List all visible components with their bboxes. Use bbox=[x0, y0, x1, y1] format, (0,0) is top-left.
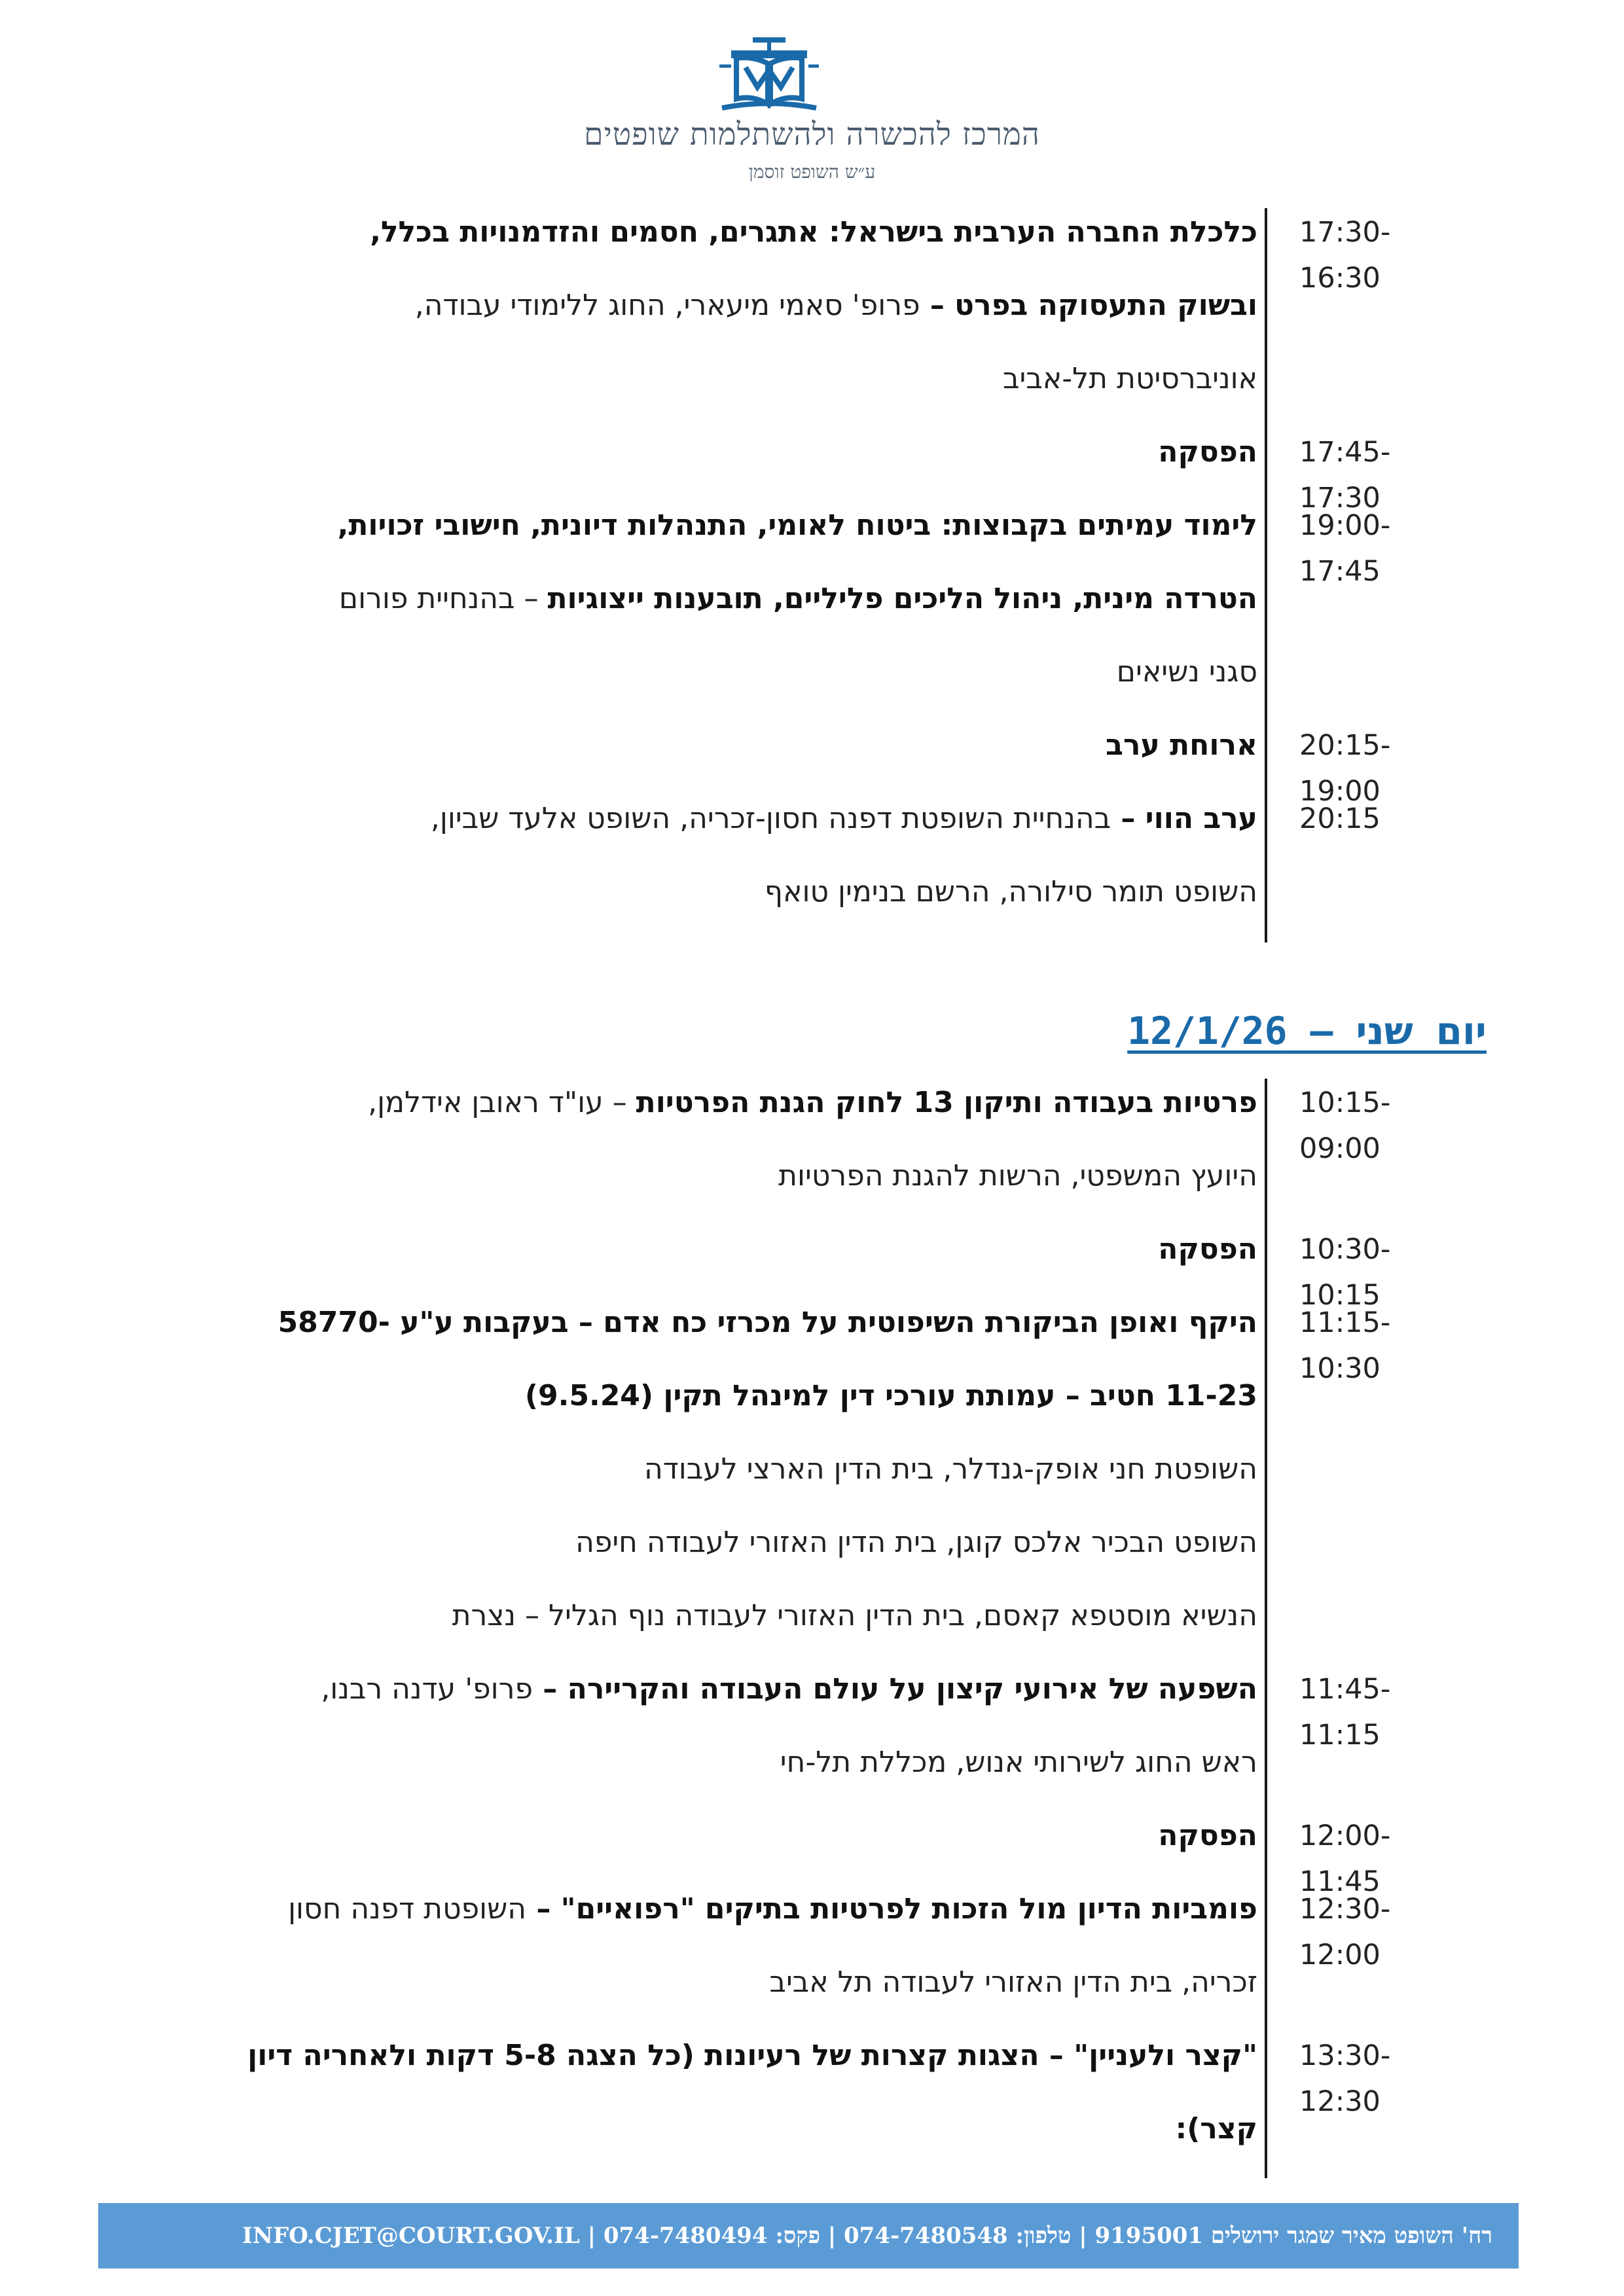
session-time: 17:45-17:30 bbox=[1299, 436, 1391, 514]
court-logo-icon bbox=[717, 36, 821, 121]
meal-label: ארוחת ערב bbox=[1106, 728, 1257, 762]
session-line bbox=[145, 576, 1257, 622]
schedule-divider bbox=[1265, 208, 1267, 942]
session-speaker: – עו"ד ראובן אידלמן, bbox=[368, 1086, 636, 1119]
session-time: 20:15 bbox=[1299, 802, 1380, 835]
session-time: 12:30-12:00 bbox=[1299, 1893, 1391, 1971]
session-time: 10:30-10:15 bbox=[1299, 1233, 1391, 1312]
break-label: הפסקה bbox=[1158, 435, 1257, 469]
break-label: הפסקה bbox=[1158, 1819, 1257, 1852]
session-title: "קצר ולעניין" – הצגות קצרות של רעיונות (כל הצגה 5-8 דקות ולאחריה דיון bbox=[247, 2039, 1257, 2072]
session-time: 17:30-16:30 bbox=[1299, 216, 1391, 295]
session-time: 19:00-17:45 bbox=[1299, 509, 1391, 588]
session-speaker-line: השופט תומר סילורה, הרשם בנימין טואף bbox=[764, 875, 1257, 908]
session-line bbox=[145, 283, 1257, 329]
session-speaker-line: ראש החוג לשירותי אנוש, מכללת תל-חי bbox=[780, 1746, 1257, 1779]
session-speaker-line: אוניברסיטת תל-אביב bbox=[1003, 362, 1257, 395]
session-speaker: בהנחיית השופטת דפנה חסון-זכריה, השופט אלעד שביון, bbox=[430, 802, 1111, 835]
session-speaker-line: הנשיא מוסטפא קאסם, בית הדין האזורי לעבודה נוף הגליל – נצרת bbox=[452, 1599, 1257, 1632]
session-time: 12:00-11:45 bbox=[1299, 1820, 1391, 1898]
session-time: 20:15-19:00 bbox=[1299, 729, 1391, 808]
session-title-part: השפעה של אירועי קיצון על עולם העבודה והקריירה – bbox=[532, 1672, 1257, 1706]
session-speaker: פרופ' עדנה רבנו, bbox=[321, 1672, 533, 1706]
day2-heading: יום שני – 12/1/26 bbox=[1127, 1009, 1487, 1053]
session-title: 11-23 חטיב – עמותת עורכי דין למינהל תקין (9.5.24) bbox=[524, 1379, 1257, 1412]
org-subtitle: ע״ש השופט זוסמן bbox=[748, 161, 876, 183]
session-line bbox=[145, 1886, 1257, 1932]
session-title: כלכלת החברה הערבית בישראל: אתגרים, חסמים והזדמנויות בכלל, bbox=[370, 215, 1257, 249]
session-line bbox=[145, 1666, 1257, 1712]
session-title-part: ובשוק התעסוקה בפרט – bbox=[920, 289, 1257, 322]
session-title: היקף ואופן הביקורת השיפוטית על מכרזי כח אדם – בעקבות ע"ע -58770 bbox=[278, 1306, 1257, 1339]
session-speaker: – בהנחיית פורום bbox=[338, 582, 548, 615]
break-label: הפסקה bbox=[1158, 1232, 1257, 1266]
session-title: לימוד עמיתים בקבוצות: ביטוח לאומי, התנהלות דיונית, חישובי זכויות, bbox=[337, 509, 1257, 542]
session-title-part: הטרדה מינית, ניהול הליכים פליליים, תובענות ייצוגיות bbox=[547, 582, 1257, 615]
footer-contact: רח' השופט מאיר שמגר ירושלים 9195001 | טלפון: 074-7480548 | פקס: 074-7480494 | INFO.CJET@COURT.GOV.IL bbox=[242, 2223, 1492, 2249]
session-title-part: פרטיות בעבודה ותיקון 13 לחוק הגנת הפרטיות bbox=[636, 1086, 1257, 1119]
session-speaker: פרופ' סאמי מיעארי, החוג ללימודי עבודה, bbox=[414, 289, 920, 322]
session-time: 11:15-10:30 bbox=[1299, 1306, 1391, 1385]
session-title: קצר): bbox=[1175, 2112, 1257, 2145]
session-title-part: ערב הווי – bbox=[1111, 802, 1257, 835]
session-speaker-line: היועץ המשפטי, הרשות להגנת הפרטיות bbox=[778, 1159, 1257, 1193]
session-time: 11:45-11:15 bbox=[1299, 1673, 1391, 1751]
schedule-divider bbox=[1265, 1079, 1267, 2178]
session-title-part: פומביות הדיון מול הזכות לפרטיות בתיקים "רפואיים" – bbox=[526, 1892, 1257, 1926]
session-time: 13:30-12:30 bbox=[1299, 2039, 1391, 2118]
session-line bbox=[145, 796, 1257, 842]
session-speaker-line: השופט הבכיר אלכס קוגן, בית הדין האזורי לעבודה חיפה bbox=[575, 1526, 1257, 1559]
session-time: 10:15-09:00 bbox=[1299, 1086, 1391, 1165]
org-name: המרכז להכשרה ולהשתלמות שופטים bbox=[584, 117, 1040, 152]
session-speaker-line: השופטת חני אופק-גנדלר, בית הדין הארצי לעבודה bbox=[644, 1452, 1257, 1486]
footer-bar bbox=[98, 2203, 1519, 2269]
session-speaker-line: זכריה, בית הדין האזורי לעבודה תל אביב bbox=[769, 1965, 1257, 1999]
session-line bbox=[145, 1080, 1257, 1126]
session-speaker: השופטת דפנה חסון bbox=[288, 1892, 527, 1926]
session-speaker-line: סגני נשיאים bbox=[1116, 655, 1257, 689]
